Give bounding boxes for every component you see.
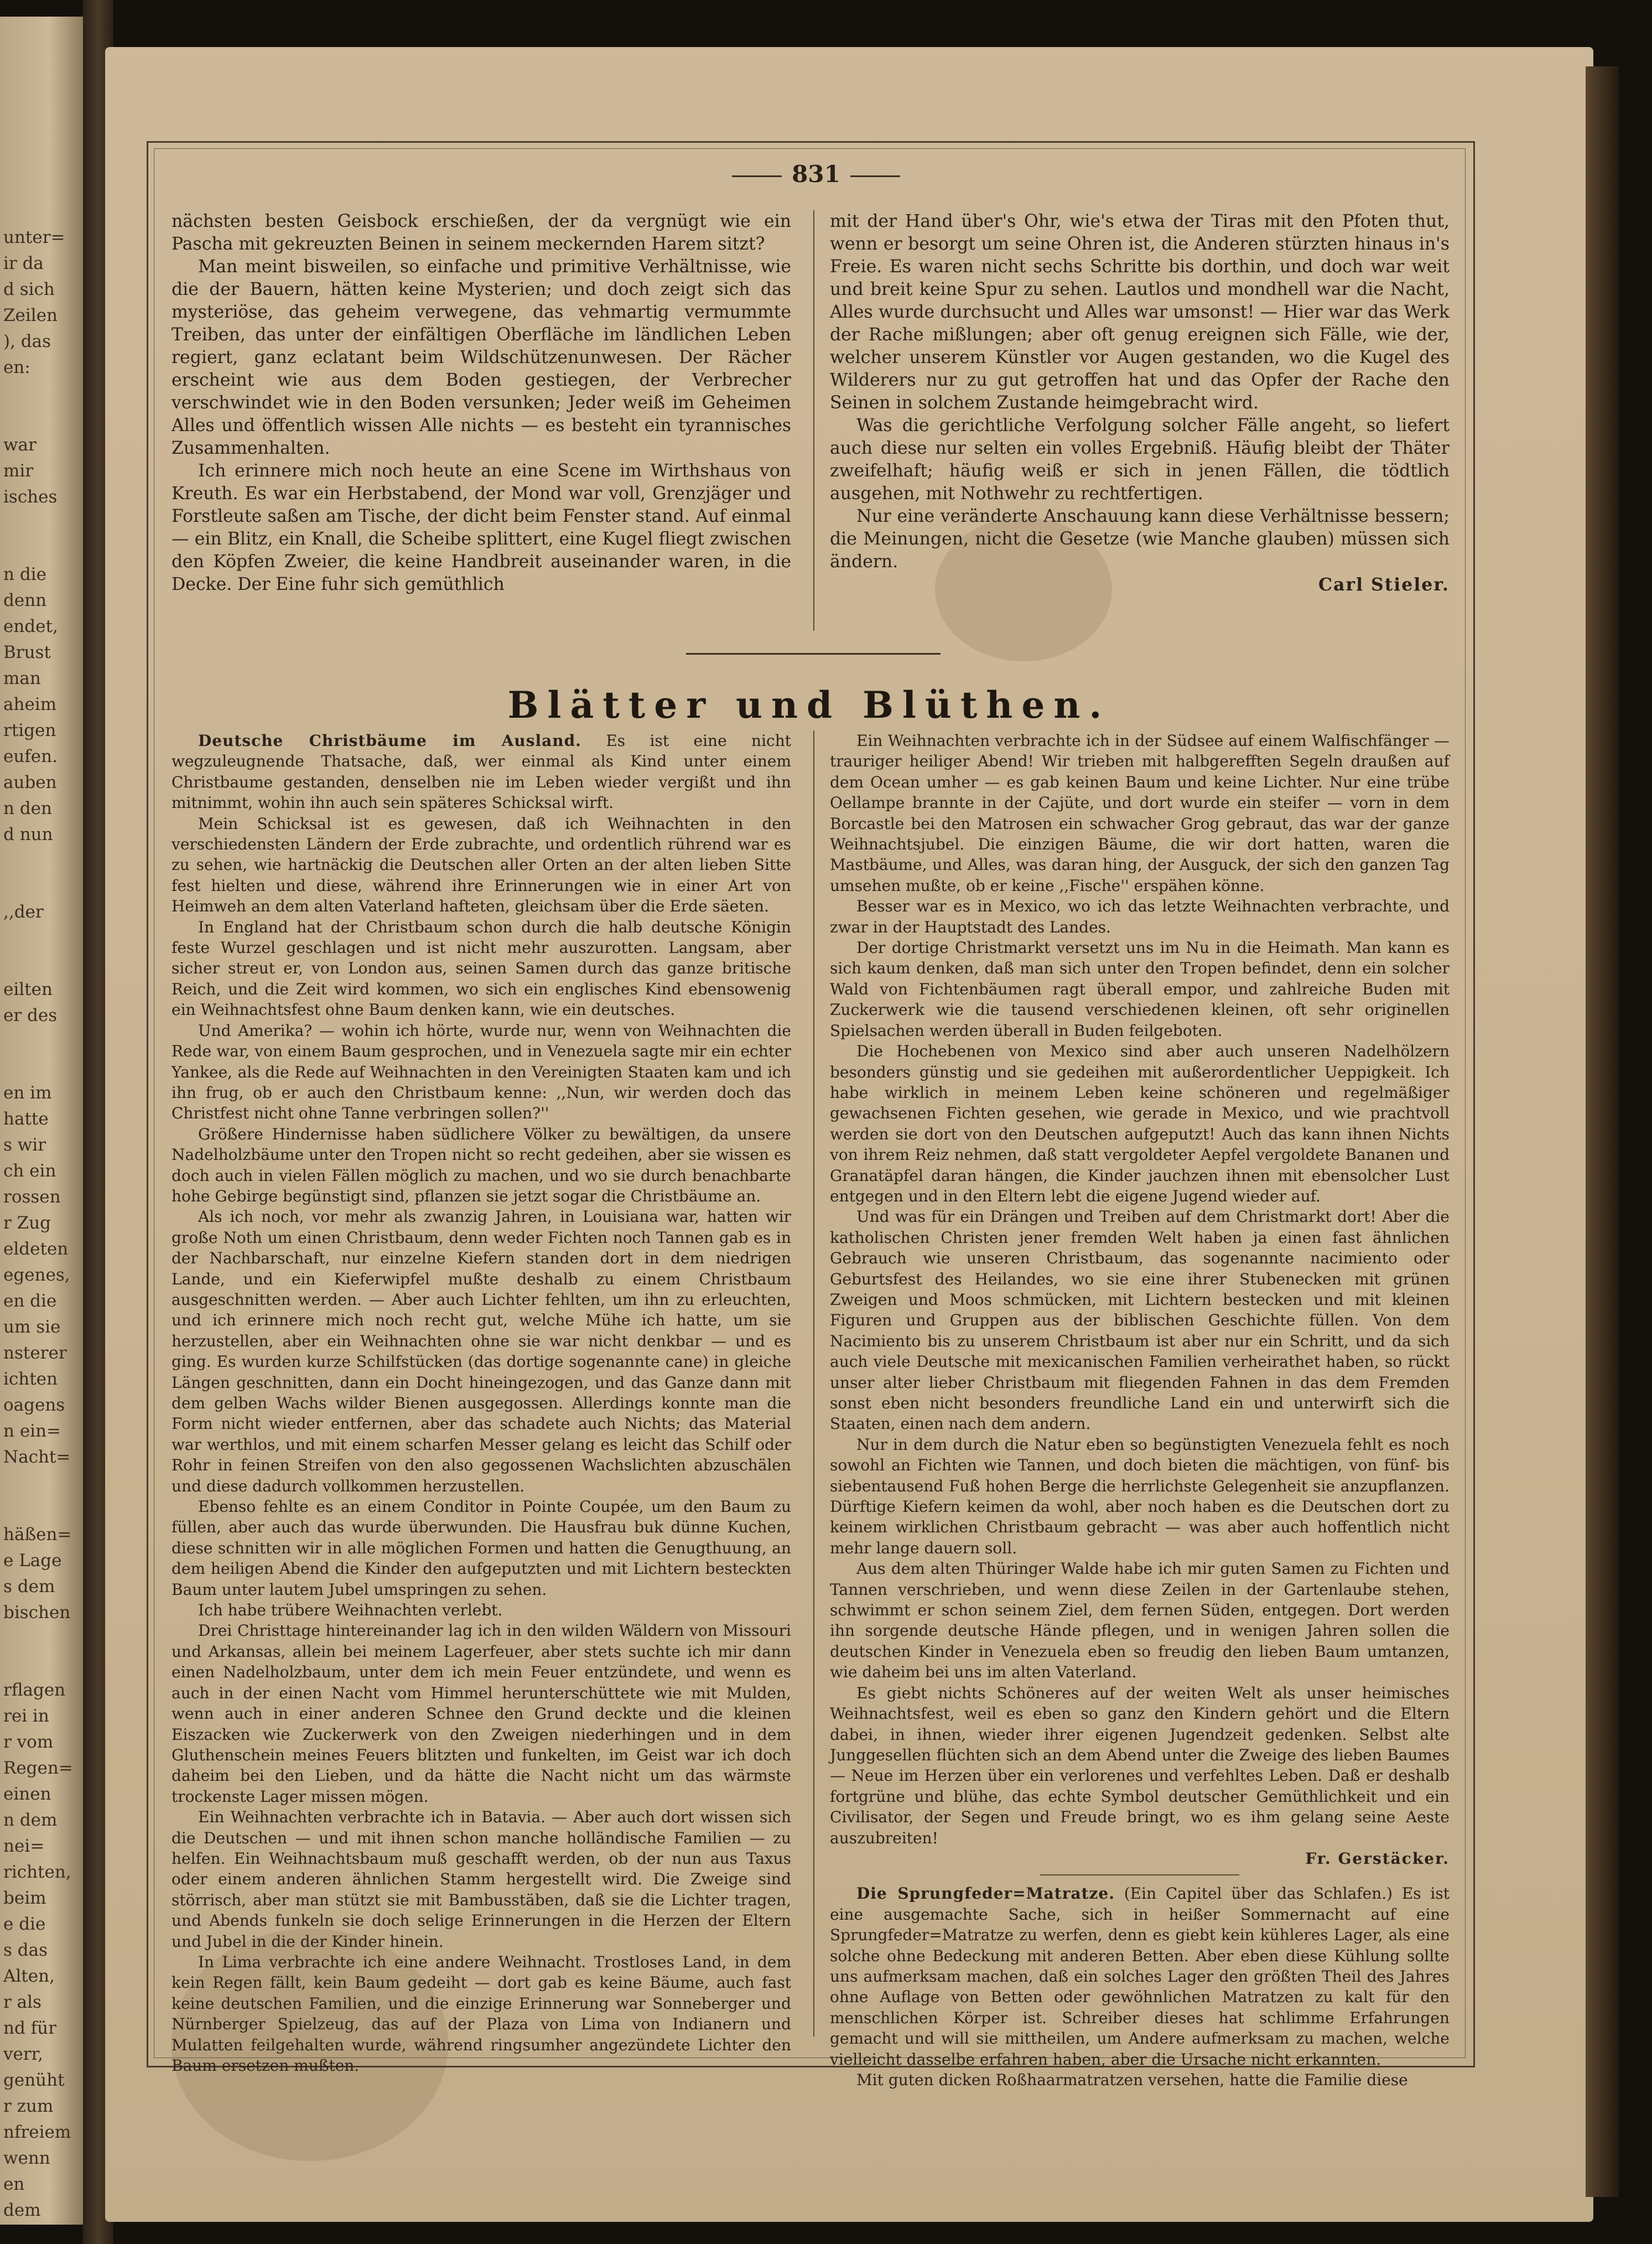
left-page-fragment: häßen= xyxy=(3,1525,72,1545)
left-page-fragment: er des xyxy=(3,1006,58,1025)
left-page-fragment: denn xyxy=(3,590,47,610)
left-page-fragment: en die xyxy=(3,1291,57,1311)
left-page-fragment: hatte xyxy=(3,1109,49,1129)
paragraph: Nur eine veränderte Anschauung kann diese Verhältnisse bessern; die Meinungen, nicht die Gesetze (wie Manche glauben) müssen sich ändern. xyxy=(830,506,1450,572)
left-page-fragment: n die xyxy=(3,564,46,584)
page-number: 831 xyxy=(792,160,840,188)
article-lead: Die Sprungfeder=Matratze. (Ein Capitel über das Schlafen.) Es ist eine ausgemachte Sache, sich in heißer Sommernacht auf eine Sprungfeder=Matratze zu werfen, denn es giebt kein kühleres Lager, als eine solche ohne Bedeckung mit anderen Betten. Aber eben diese Kühlung sollte uns aufmerksam machen, daß ein solches Lager den größten Theil des Jahres ohne Auflage von Betten oder gewöhnlichen Matratzen zu kalt für den menschlichen Körper ist. Schreiber dieses hat schlimme Erfahrungen gemacht und will sie mittheilen, um Andere aufmerksam zu machen, welche vielleicht dasselbe erfahren haben, aber die Ursache nicht erkannten. xyxy=(830,1884,1450,2069)
left-page-fragment: Brust xyxy=(3,642,51,662)
paragraph: nächsten besten Geisbock erschießen, der da vergnügt wie ein Pascha mit gekreuzten Beinen in seinem meckernden Harem sitzt? xyxy=(172,211,791,254)
left-page-fragment: nd für xyxy=(3,2018,56,2038)
left-page-fragment: ch ein xyxy=(3,1161,56,1181)
left-page-fragment: Regen= xyxy=(3,1758,73,1778)
left-page-fragment: eufen. xyxy=(3,747,58,766)
article-left-column xyxy=(172,730,792,2075)
left-page-fragment: um sie xyxy=(3,1317,61,1337)
paragraph: Als ich noch, vor mehr als zwanzig Jahren, in Louisiana war, hatten wir große Noth um einen Christbaum, denn weder Fichten noch Tannen gab es in der Nachbarschaft, nur einzelne Kiefern standen dort in dem niedrigen Lande, und ein Kieferwipfel mußte deshalb zu einem Christbaum ausgeschnitten werden. — Aber auch Lichter fehlten, um ihn zu erleuchten, und ich erinnere mich noch recht gut, welche Mühe ich hatte, um sie herzustellen, aber ein Weihnachten ohne sie war nicht denkbar — und es ging. Es wurden kurze Schilfstücken (das dortige sogenannte cane) in gleiche Längen geschnitten, dann ein Docht hineingezogen, und das Ganze dann mit dem gelben Wachs wilder Bienen ausgegossen. Allerdings konnte man die Form nicht wieder entfernen, aber das schadete auch Nichts; das Material war werthlos, und mit einem scharfen Messer gelang es leicht das Schilf oder Rohr in feinen Streifen von den also gegossenen Wachslichten abzuschälen und diese dadurch vollkommen herzustellen. xyxy=(172,1207,791,1495)
paragraph: Es giebt nichts Schöneres auf der weiten Welt als unser heimisches Weihnachtsfest, weil es eben so ganz den Kindern gehört und die Eltern dabei, in ihnen, wieder ihrer eigenen Jugendzeit gedenken. Selbst alte Junggesellen flüchten sich an dem Abend unter die Zweige des lieben Baumes — Neue im Herzen über ein verlorenes und verfehltes Leben. Daß er deshalb fortgrüne und blühe, das echte Symbol deutscher Gemüthlichkeit und ein Civilisator, der Segen und Freude bringt, wo es ihm gelang seine Aeste auszubreiten! xyxy=(830,1683,1450,1847)
section-divider xyxy=(686,653,941,655)
paragraph: Und was für ein Drängen und Treiben auf dem Christmarkt dort! Aber die katholischen Christen jener fremden Welt haben ja einen fast ähnlichen Gebrauch wie unseren Christbaum, das sogenannte nacimiento oder Geburtsfest des Heilandes, wo sie eine ihrer Stubenecken mit grünen Zweigen und Moos schmücken, mit Lichtern bestecken und mit kleinen Figuren und Gruppen aus der biblischen Geschichte füllen. Von dem Nacimiento bis zu unserem Christbaum ist aber nur ein Schritt, und da sich auch viele Deutsche mit mexicanischen Familien verheirathet haben, so rückt unser alter lieber Christbaum mit fliegenden Fahnen in das dem Fremden sonst eben nicht besonders freundliche Land ein und unterwirft sich die Staaten, einen nach dem andern. xyxy=(830,1207,1450,1433)
paragraph: Mit guten dicken Roßhaarmatratzen versehen, hatte die Familie diese xyxy=(856,2071,1408,2089)
book-binding xyxy=(1586,66,1619,2197)
header-rule-left xyxy=(732,175,782,177)
left-page-fragment: ), das xyxy=(3,331,51,351)
article-divider xyxy=(1040,1874,1239,1883)
left-page-fragment: unter= xyxy=(3,227,65,247)
left-page-fragment: d nun xyxy=(3,825,53,844)
left-page-fragment: Alten, xyxy=(3,1966,55,1986)
left-page-fragment: s dem xyxy=(3,1577,55,1597)
paragraph: Drei Christtage hintereinander lag ich in den wilden Wäldern von Missouri und Arkansas, allein bei meinem Lagerfeuer, aber stets suchte ich mir dann einen Nadelholzbaum, unter dem ich mein Feuer entzündete, und wenn es auch in der einen Nacht vom Himmel herunterschüttete wie mit Mulden, wenn auch in einer anderen Schnee den Grund deckte und die kleinen Eiszacken wie Zuckerwerk von den Zweigen niederhingen und in dem Gluthenschein meines Feuers blitzten und funkelten, im Geist war ich doch daheim bei den Lieben, und da hätte die Nacht nicht um das wärmste trockenste Lager missen mögen. xyxy=(172,1621,791,1806)
header-rule-right xyxy=(850,175,900,177)
paragraph: Der dortige Christmarkt versetzt uns im Nu in die Heimath. Man kann es sich kaum denken, daß man sich unter den Tropen befindet, denn ein solcher Wald von Fichtenbäumen ragt überall empor, und zahlreiche Buden mit Zuckerwerk wie die tausend verschiedenen kleinen, oft sehr originellen Spielsachen werden überall in Buden feilgeboten. xyxy=(830,939,1450,1040)
left-page-fragment: eldeten xyxy=(3,1239,69,1259)
left-page-fragment: en: xyxy=(3,357,30,377)
left-page-fragment: en xyxy=(3,2174,25,2194)
top-right-column xyxy=(830,210,1450,636)
paragraph: Ein Weihnachten verbrachte ich in Batavia. — Aber auch dort wissen sich die Deutschen — und mit ihnen schon manche holländische Familien — zu helfen. Ein Weihnachtsbaum muß geschafft werden, ob der nun aus Taxus oder einem anderen ähnlichen Stamm hergestellt wird. Die Zweige sind störrisch, aber man stützt sie mit Bambusstäben, daß sie die Lichter tragen, und Abends funkeln sie doch selige Erinnerungen in die Herzen der Eltern und Jubel in die der Kinder hinein. xyxy=(172,1808,791,1951)
paragraph: Größere Hindernisse haben südlichere Völker zu bewältigen, da unsere Nadelholzbäume unter den Tropen nicht so recht gedeihen, aber sie wissen es doch auch in vielen Fällen möglich zu machen, und wo sie durch benachbarte hohe Gebirge begünstigt sind, pflanzen sie jetzt sogar die Christbäume an. xyxy=(172,1124,791,1205)
left-page-fragment: beim xyxy=(3,1888,46,1908)
left-page-fragment: egenes, xyxy=(3,1265,70,1285)
left-page-fragment: wenn xyxy=(3,2148,50,2168)
left-page-fragment: n ein= xyxy=(3,1421,61,1441)
left-page-fragment: e Lage xyxy=(3,1551,62,1571)
left-page-fragment: isches xyxy=(3,487,58,507)
author-signature: Fr. Gerstäcker. xyxy=(1305,1849,1450,1868)
section-title: Blätter und Blüthen. xyxy=(507,683,1111,727)
paragraph: Nur in dem durch die Natur eben so begünstigten Venezuela fehlt es noch sowohl an Fichten wie Tannen, und doch bieten die mächtigen, von fünf- bis siebentausend Fuß hohen Berge die herrlichste Gelegenheit sie anzupflanzen. Dürftige Kiefern keimen da wohl, aber noch haben es die Deutschen dort zu keinem wirklichen Christbaum gebracht — was aber auch hoffentlich nicht mehr lange dauern soll. xyxy=(830,1435,1450,1557)
left-page-fragment: rossen xyxy=(3,1187,61,1207)
article-right-column xyxy=(830,730,1450,2089)
paragraph: Die Hochebenen von Mexico sind aber auch unseren Nadelhölzern besonders günstig und sie gedeihen mit außerordentlicher Ueppigkeit. Ich habe wirklich in meinem Leben keine schöneren und regelmäßiger gewachsenen Fichten gesehen, wie gerade in Mexico, und wie prachtvoll werden sie dort von den Deutschen aufgeputzt! Auch das kann ihnen Nichts von ihrem Reiz nehmen, daß statt vergoldeter Aepfel vergoldete Bananen und Granatäpfel daran hängen, die Kinder jauchzen ihnen mit ebensolcher Lust entgegen und in den Eltern lebt die eigene Jugend wieder auf. xyxy=(830,1042,1450,1205)
column-divider xyxy=(813,730,814,2036)
left-page-fragment: verr, xyxy=(3,2044,43,2064)
left-page-fragment: eilten xyxy=(3,980,53,999)
left-page-fragment: en im xyxy=(3,1083,52,1103)
article-title: Deutsche Christbäume im Ausland. xyxy=(198,732,581,750)
left-page-fragment: einen xyxy=(3,1784,51,1804)
left-page-fragment: nfreiem xyxy=(3,2122,71,2142)
left-page-fragment: r zum xyxy=(3,2096,54,2116)
paragraph: Ich habe trübere Weihnachten verlebt. xyxy=(198,1601,503,1620)
left-page-fragment: bischen xyxy=(3,1603,71,1623)
left-page-fragment: ichten xyxy=(3,1369,58,1389)
column-divider xyxy=(813,210,814,631)
left-page-fragment: rei in xyxy=(3,1706,49,1726)
left-page-fragment: r als xyxy=(3,1992,41,2012)
author-signature: Carl Stieler. xyxy=(1318,574,1450,595)
left-page-fragment: Nacht= xyxy=(3,1447,71,1467)
left-page-fragment: aheim xyxy=(3,695,57,714)
left-page-fragment: nei= xyxy=(3,1836,45,1856)
article-lead: Deutsche Christbäume im Ausland. Es ist eine nicht wegzuleugnende Thatsache, daß, wer einmal als Kind unter einem Christbaume gestanden, denselben nie im Leben wieder vergißt und ihn mitnimmt, wohin ihn auch sein späteres Schicksal wirft. xyxy=(172,732,792,812)
left-page-fragment: nsterer xyxy=(3,1343,67,1363)
paragraph: Und Amerika? — wohin ich hörte, wurde nur, wenn von Weihnachten die Rede war, von einem Baum gesprochen, und in Venezuela sagte mir ein echter Yankee, als die Rede auf Weihnachten in den Vereinigten Staaten kam und ich ihn frug, ob er auch den Christbaum kenne: ,,Nun, wir werden doch das Christfest nicht ohne Tanne verbringen sollen?'' xyxy=(172,1021,791,1123)
paragraph: Ebenso fehlte es an einem Conditor in Pointe Coupée, um den Baum zu füllen, aber auch das wurde überwunden. Die Hausfrau buk dünne Kuchen, diese schnitten wir in alle möglichen Formen und hatten die Genugthuung, an dem heiligen Abend die Kinder den aufgeputzten und mit Lichtern besteckten Baum unter lautem Jubel umspringen zu sehen. xyxy=(172,1497,791,1599)
left-page-fragment: mir xyxy=(3,461,34,481)
left-page-fragment: s das xyxy=(3,1940,48,1960)
top-left-column xyxy=(172,210,791,636)
paragraph: Ich erinnere mich noch heute an eine Scene im Wirthshaus von Kreuth. Es war ein Herbstabend, der Mond war voll, Grenzjäger und Forstleute saßen am Tische, der dicht beim Fenster stand. Auf einmal — ein Blitz, ein Knall, die Scheibe splittert, eine Kugel fliegt zwischen den Köpfen Zweier, die keine Handbreit auseinander waren, in die Decke. Der Eine fuhr sich gemüthlich xyxy=(172,461,791,594)
left-page-fragment: e die xyxy=(3,1914,46,1934)
left-page-fragment: richten, xyxy=(3,1862,71,1882)
left-page-edge xyxy=(0,17,83,2225)
left-page-fragment: d sich xyxy=(3,279,55,299)
left-page-fragment: war xyxy=(3,435,37,455)
left-page-fragment: dem xyxy=(3,2200,41,2220)
page-header xyxy=(664,160,968,199)
left-page-fragment: auben xyxy=(3,773,57,792)
left-page-fragment: n dem xyxy=(3,1810,58,1830)
left-page-fragment: r Zug xyxy=(3,1213,51,1233)
article-title: Die Sprungfeder=Matratze. xyxy=(856,1884,1115,1903)
left-page-fragment: Zeilen xyxy=(3,305,58,325)
left-page-fragment: ir da xyxy=(3,253,44,273)
left-page-fragment: oagens xyxy=(3,1395,65,1415)
paragraph: Aus dem alten Thüringer Walde habe ich mir guten Samen zu Fichten und Tannen verschrieben, und wenn diese Zeilen in der Gartenlaube stehen, schwimmt er schon seinem Ziel, dem fernen Süden, entgegen. Dort werden ihn sorgende deutsche Hände pflegen, und in wenigen Jahren sollen die deutschen Kinder in Venezuela eben so freudig den lieben Baum umtanzen, wie daheim bei uns im alten Vaterland. xyxy=(830,1559,1450,1682)
paragraph: Man meint bisweilen, so einfache und primitive Verhältnisse, wie die der Bauern, hätten keine Mysterien; und doch zeigt sich das mysteriöse, das geheim verwegene, das vehmartig vermummte Treiben, das unter der einfältigen Oberfläche im ländlichen Leben regiert, ganz eclatant beim Wildschützenunwesen. Der Rächer erscheint wie aus dem Boden gestiegen, der Verbrecher verschwindet wie in den Boden versunken; Jeder weiß im Geheimen Alles und öffentlich wissen Alle nichts — es besteht ein tyrannisches Zusammenhalten. xyxy=(172,257,791,458)
paragraph: In Lima verbrachte ich eine andere Weihnacht. Trostloses Land, in dem kein Regen fällt, kein Baum gedeiht — dort gab es keine Bäume, auch fast keine deutschen Familien, und die einzige Erinnerung war Sonneberger und Nürnberger Spielzeug, das auf der Plaza von Lima von Indianern und Mulatten feilgehalten wurde, während ringsumher angezündete Lichter den Baum ersetzen mußten. xyxy=(172,1952,791,2075)
left-page-fragment: ,,der xyxy=(3,902,44,922)
left-page-fragment: s wir xyxy=(3,1135,46,1155)
left-page-fragment: man xyxy=(3,668,41,688)
paragraph: Mein Schicksal ist es gewesen, daß ich Weihnachten in den verschiedensten Ländern der Erde zubrachte, und ordentlich rührend war es zu sehen, wie hartnäckig die Deutschen aller Orten an der alten lieben Sitte fest hielten und diese, während ihre Erinnerungen wie in einer Art von Heimweh an dem alten Vaterland hafteten, gleichsam über die Erde säeten. xyxy=(172,814,791,916)
left-page-fragment: r vom xyxy=(3,1732,54,1752)
paragraph: Was die gerichtliche Verfolgung solcher Fälle angeht, so liefert auch diese nur selten ein volles Ergebniß. Häufig bleibt der Thäter zweifelhaft; häufig weiß er sich in jenen Fällen, die tödtlich ausgehen, mit Nothwehr zu rechtfertigen. xyxy=(830,416,1450,504)
paragraph: In England hat der Christbaum schon durch die halb deutsche Königin feste Wurzel geschlagen und ist nicht mehr auszurotten. Langsam, aber sicher streut er, von London aus, seinen Samen durch das ganze britische Reich, und die Zeit wird kommen, wo sich ein englisches Kind ebensowenig ein Weihnachtsfest ohne Baum denken kann, wie ein deutsches. xyxy=(172,918,791,1019)
left-page-fragment: genüht xyxy=(3,2070,65,2090)
paragraph: mit der Hand über's Ohr, wie's etwa der Tiras mit den Pfoten thut, wenn er besorgt um seine Ohren ist, die Anderen stürzten hinaus in's Freie. Es waren nicht sechs Schritte bis dorthin, und doch war weit und breit keine Spur zu sehen. Lautlos und mondhell war die Nacht, Alles wurde durchsucht und Alles war umsonst! — Hier war das Werk der Rache mißlungen; aber oft genug ereignen sich Fälle, wie der, welcher unserem Künstler vor Augen gestanden, wo die Kugel des Wilderers nur zu gut getroffen hat und das Opfer der Rache den Seinen in solchem Zustande heimgebracht wird. xyxy=(830,211,1450,413)
left-page-fragment: rtigen xyxy=(3,721,56,740)
left-page-fragment: n den xyxy=(3,799,52,818)
left-page-fragment: rflagen xyxy=(3,1680,66,1700)
paragraph: Ein Weihnachten verbrachte ich in der Südsee auf einem Walfischfänger — trauriger heiliger Abend! Wir trieben mit halbgerefften Segeln draußen auf dem Ocean umher — es gab keinen Baum und keine Lichter. Nur eine trübe Oellampe brannte in der Cajüte, und dort wurde ein steifer — vorn in dem Borcastle bei den Matrosen ein schwacher Grog gebraut, das war der ganze Weihnachtsjubel. Die einzigen Bäume, die wir dort hatten, waren die Mastbäume, und Alles, was daran hing, der Ausguck, der sich den ganzen Tag umsehen mußte, ob er keine ,,Fische'' erspähen könne. xyxy=(830,732,1450,895)
paragraph: Besser war es in Mexico, wo ich das letzte Weihnachten verbrachte, und zwar in der Hauptstadt des Landes. xyxy=(830,897,1450,936)
left-page-fragment: endet, xyxy=(3,616,58,636)
